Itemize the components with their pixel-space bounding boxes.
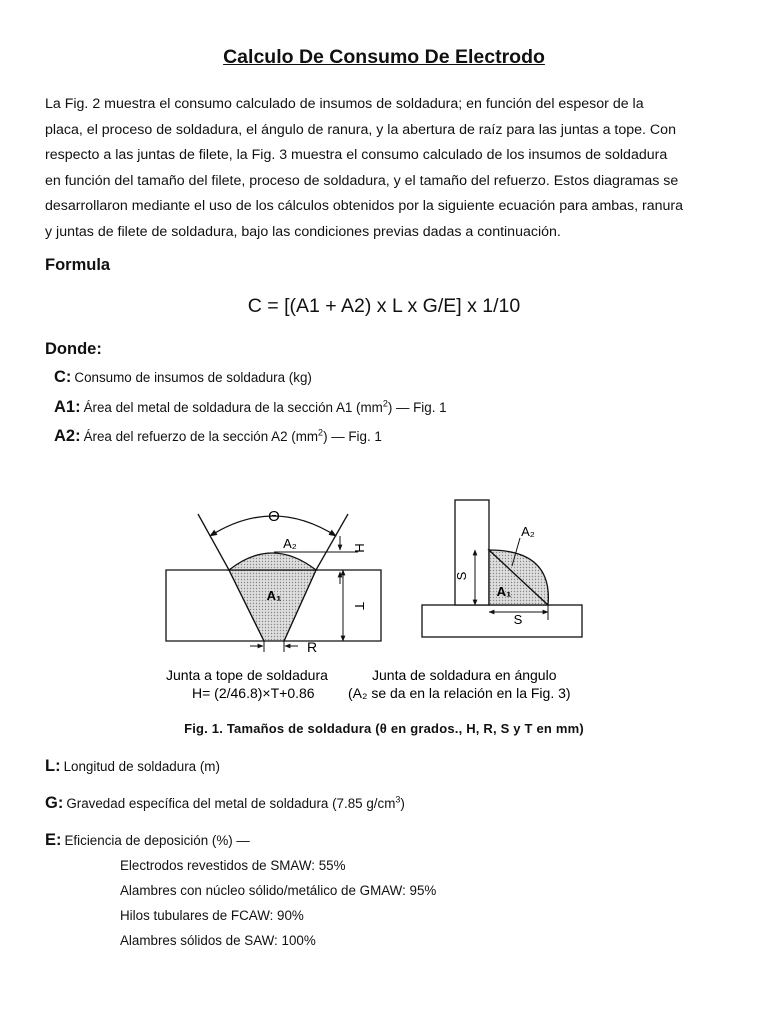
intro-paragraph [45,92,725,246]
intro-line: placa, el proceso de soldadura, el ángulo de ranura, y la abertura de raíz para las juntas a tope. Con [45,121,676,138]
fillet-a1-label: A₁ [496,584,512,599]
definition-a1 [54,398,447,417]
definition-text-end: ) — Fig. 1 [387,400,447,415]
definition-text: Eficiencia de deposición (%) — [64,833,250,848]
superscript: 2 [382,398,388,409]
definition-symbol: A2: [54,427,81,445]
h-label: H [352,543,367,553]
intro-line: y juntas de filete de soldadura, bajo las condiciones previas dadas a continuación. [45,223,561,240]
definition-symbol: A1: [54,398,81,416]
butt-joint-diagram [166,514,381,652]
definition-symbol: G: [45,794,64,812]
a2-relation-note: (A₂ se da en la relación en la Fig. 3) [348,685,571,701]
definition-symbol: L: [45,757,61,775]
definition-g [45,794,405,813]
formula-heading: Formula [45,256,111,274]
fillet-s-horizontal-label: S [513,612,523,627]
definition-symbol: C: [54,368,72,386]
fillet-joint-diagram [422,500,582,637]
definition-text-end: ) — Fig. 1 [323,429,382,444]
definition-symbol: E: [45,831,62,849]
definition-l [45,757,220,776]
butt-joint-caption: Junta a tope de soldadura [166,667,328,683]
definition-text: Área del refuerzo de la sección A2 (mm [83,429,319,444]
page-title: Calculo De Consumo De Electrodo [223,46,545,68]
formula: C = [(A1 + A2) x L x G/E] x 1/10 [247,295,521,317]
t-label: T [352,602,367,610]
theta-label: Θ [268,508,280,525]
intro-line: desarrollaron mediante el uso de los cálculos obtenidos por la siguiente ecuación para ambas, ranura [45,198,684,215]
intro-line: La Fig. 2 muestra el consumo calculado de insumos de soldadura; en función del espesor de la [45,96,644,112]
definition-text: Área del metal de soldadura de la sección A1 (mm [83,400,383,415]
a1-label: A₁ [266,588,282,603]
base-plate [422,605,582,637]
efficiency-item: Alambres sólidos de SAW: 100% [120,933,316,948]
definition-text: Gravedad específica del metal de soldadura (7.85 g/cm [66,796,396,811]
definition-e [45,831,250,850]
definition-a2 [54,427,382,446]
fillet-s-vertical-label: S [454,571,469,581]
fillet-a2-label: A₂ [521,524,535,539]
efficiency-item: Alambres con núcleo sólido/metálico de GMAW: 95% [120,883,437,898]
superscript: 3 [395,794,401,805]
vertical-plate [455,500,489,605]
weld-area-a2 [229,553,316,570]
figure-caption: Fig. 1. Tamaños de soldadura (θ en grados., H, R, S y T en mm) [184,721,584,736]
h-relation: H= (2/46.8)×T+0.86 [192,685,315,701]
definition-text-end: ) [400,796,405,811]
intro-line: en función del tamaño del filete, proceso de soldadura, y el tamaño del refuerzo. Estos diagramas se [45,172,679,189]
definition-text: Consumo de insumos de soldadura (kg) [74,370,312,385]
definition-text: Longitud de soldadura (m) [63,759,220,774]
efficiency-item: Hilos tubulares de FCAW: 90% [120,908,304,923]
r-label: R [307,639,318,655]
fillet-joint-caption: Junta de soldadura en ángulo [372,667,557,683]
definition-c [54,368,312,387]
weld-size-figure [150,488,620,710]
superscript: 2 [318,427,324,438]
a2-label: A₂ [283,536,297,551]
efficiency-item: Electrodos revestidos de SMAW: 55% [120,858,346,873]
intro-line: respecto a las juntas de filete, la Fig. 3 muestra el consumo calculado de los insumos de soldadura [45,147,668,164]
donde-heading: Donde: [45,340,102,358]
